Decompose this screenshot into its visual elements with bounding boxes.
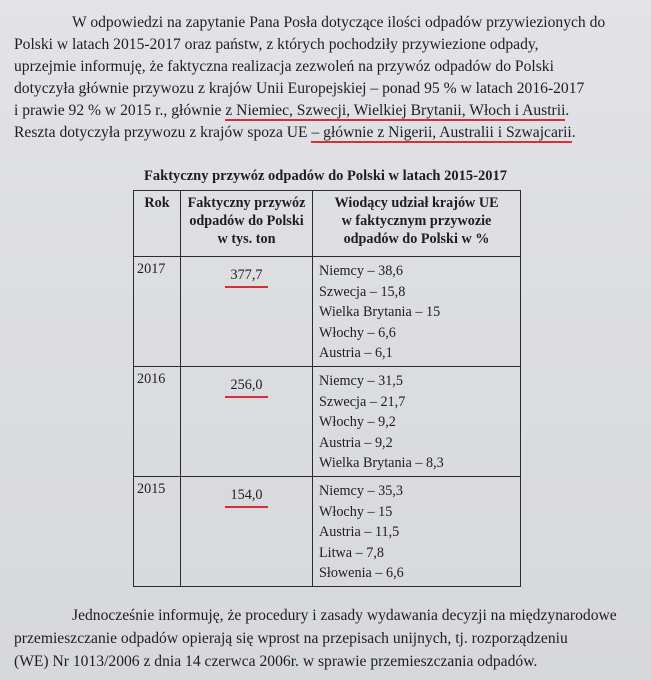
table-row bbox=[134, 366, 521, 476]
countries-cell bbox=[313, 257, 521, 367]
country-share: Austria – 6,1 bbox=[319, 345, 393, 362]
country-share: Włochy – 9,2 bbox=[319, 414, 396, 431]
intro-paragraph bbox=[14, 12, 631, 144]
intro-line: W odpowiedzi na zapytanie Pana Posła dotyczące ilości odpadów przywiezionych do bbox=[72, 14, 606, 31]
amount-cell bbox=[181, 257, 313, 367]
amount-cell bbox=[181, 366, 313, 476]
table-row bbox=[134, 257, 521, 367]
table-title: Faktyczny przywóz odpadów do Polski w latach 2015-2017 bbox=[144, 168, 507, 184]
country-share: Litwa – 7,8 bbox=[319, 544, 385, 561]
countries-cell bbox=[313, 476, 521, 586]
country-share: Wielka Brytania – 15 bbox=[319, 304, 441, 321]
country-share: Niemcy – 31,5 bbox=[319, 372, 403, 389]
table-row bbox=[134, 476, 521, 586]
header-amount: Faktyczny przywóz odpadów do Polski w tys. ton bbox=[181, 191, 313, 257]
country-share: Austria – 9,2 bbox=[319, 434, 393, 451]
underlined-amount: 256,0 bbox=[225, 377, 269, 398]
intro-line bbox=[14, 122, 631, 144]
intro-line5-text: i prawie 92 % w 2015 r., głównie bbox=[14, 102, 226, 119]
underlined-non-eu-countries: – głównie z Nigerii, Australii i Szwajcarii bbox=[311, 124, 572, 141]
underlined-eu-countries: z Niemiec, Szwecji, Wielkiej Brytanii, Włoch i Austrii bbox=[225, 102, 566, 119]
underlined-amount: 154,0 bbox=[225, 487, 269, 508]
underlined-amount: 377,7 bbox=[225, 267, 269, 288]
country-share: Niemcy – 38,6 bbox=[319, 263, 403, 279]
intro-line: Polski w latach 2015-2017 oraz państw, z których pochodziły przywiezione odpady, bbox=[14, 36, 539, 53]
header-share: Wiodący udział krajów UE w faktycznym przywozie odpadów do Polski w % bbox=[313, 191, 521, 257]
table-header-row bbox=[134, 191, 521, 257]
waste-import-table bbox=[133, 190, 521, 587]
year-cell: 2016 bbox=[134, 366, 181, 476]
country-share: Włochy – 6,6 bbox=[319, 324, 396, 341]
amount-cell bbox=[181, 476, 313, 586]
closing-paragraph bbox=[14, 604, 631, 673]
country-share: Wielka Brytania – 8,3 bbox=[319, 455, 444, 472]
country-share: Austria – 11,5 bbox=[319, 524, 400, 541]
closing-line: przemieszczanie odpadów opierają się wprost na przepisach unijnych, tj. rozporządzeniu bbox=[14, 630, 568, 647]
year-cell: 2015 bbox=[134, 476, 181, 586]
country-share: Niemcy – 35,3 bbox=[319, 482, 403, 499]
year-cell: 2017 bbox=[134, 257, 181, 367]
country-share: Włochy – 15 bbox=[319, 503, 393, 520]
intro-line5-end: . bbox=[565, 102, 570, 119]
intro-line: dotyczyła głównie przywozu z krajów Unii Europejskiej – ponad 95 % w latach 2016-2017 bbox=[14, 80, 585, 97]
intro-line6-text: Reszta dotyczyła przywozu z krajów spoza UE bbox=[14, 124, 312, 141]
intro-line6-end: . bbox=[571, 124, 576, 141]
intro-line: uprzejmie informuję, że faktyczna realizacja zezwoleń na przywóz odpadów do Polski bbox=[14, 58, 554, 75]
closing-line: Jednocześnie informuję, że procedury i zasady wydawania decyzji na międzynarodowe bbox=[72, 607, 617, 624]
country-share: Szwecja – 15,8 bbox=[319, 283, 406, 300]
country-share: Szwecja – 21,7 bbox=[319, 393, 406, 410]
closing-line: (WE) Nr 1013/2006 z dnia 14 czerwca 2006r. w sprawie przemieszczania odpadów. bbox=[14, 653, 538, 670]
country-share: Słowenia – 6,6 bbox=[319, 565, 404, 582]
countries-cell bbox=[313, 366, 521, 476]
intro-line bbox=[14, 100, 631, 122]
header-year: Rok bbox=[134, 191, 181, 257]
